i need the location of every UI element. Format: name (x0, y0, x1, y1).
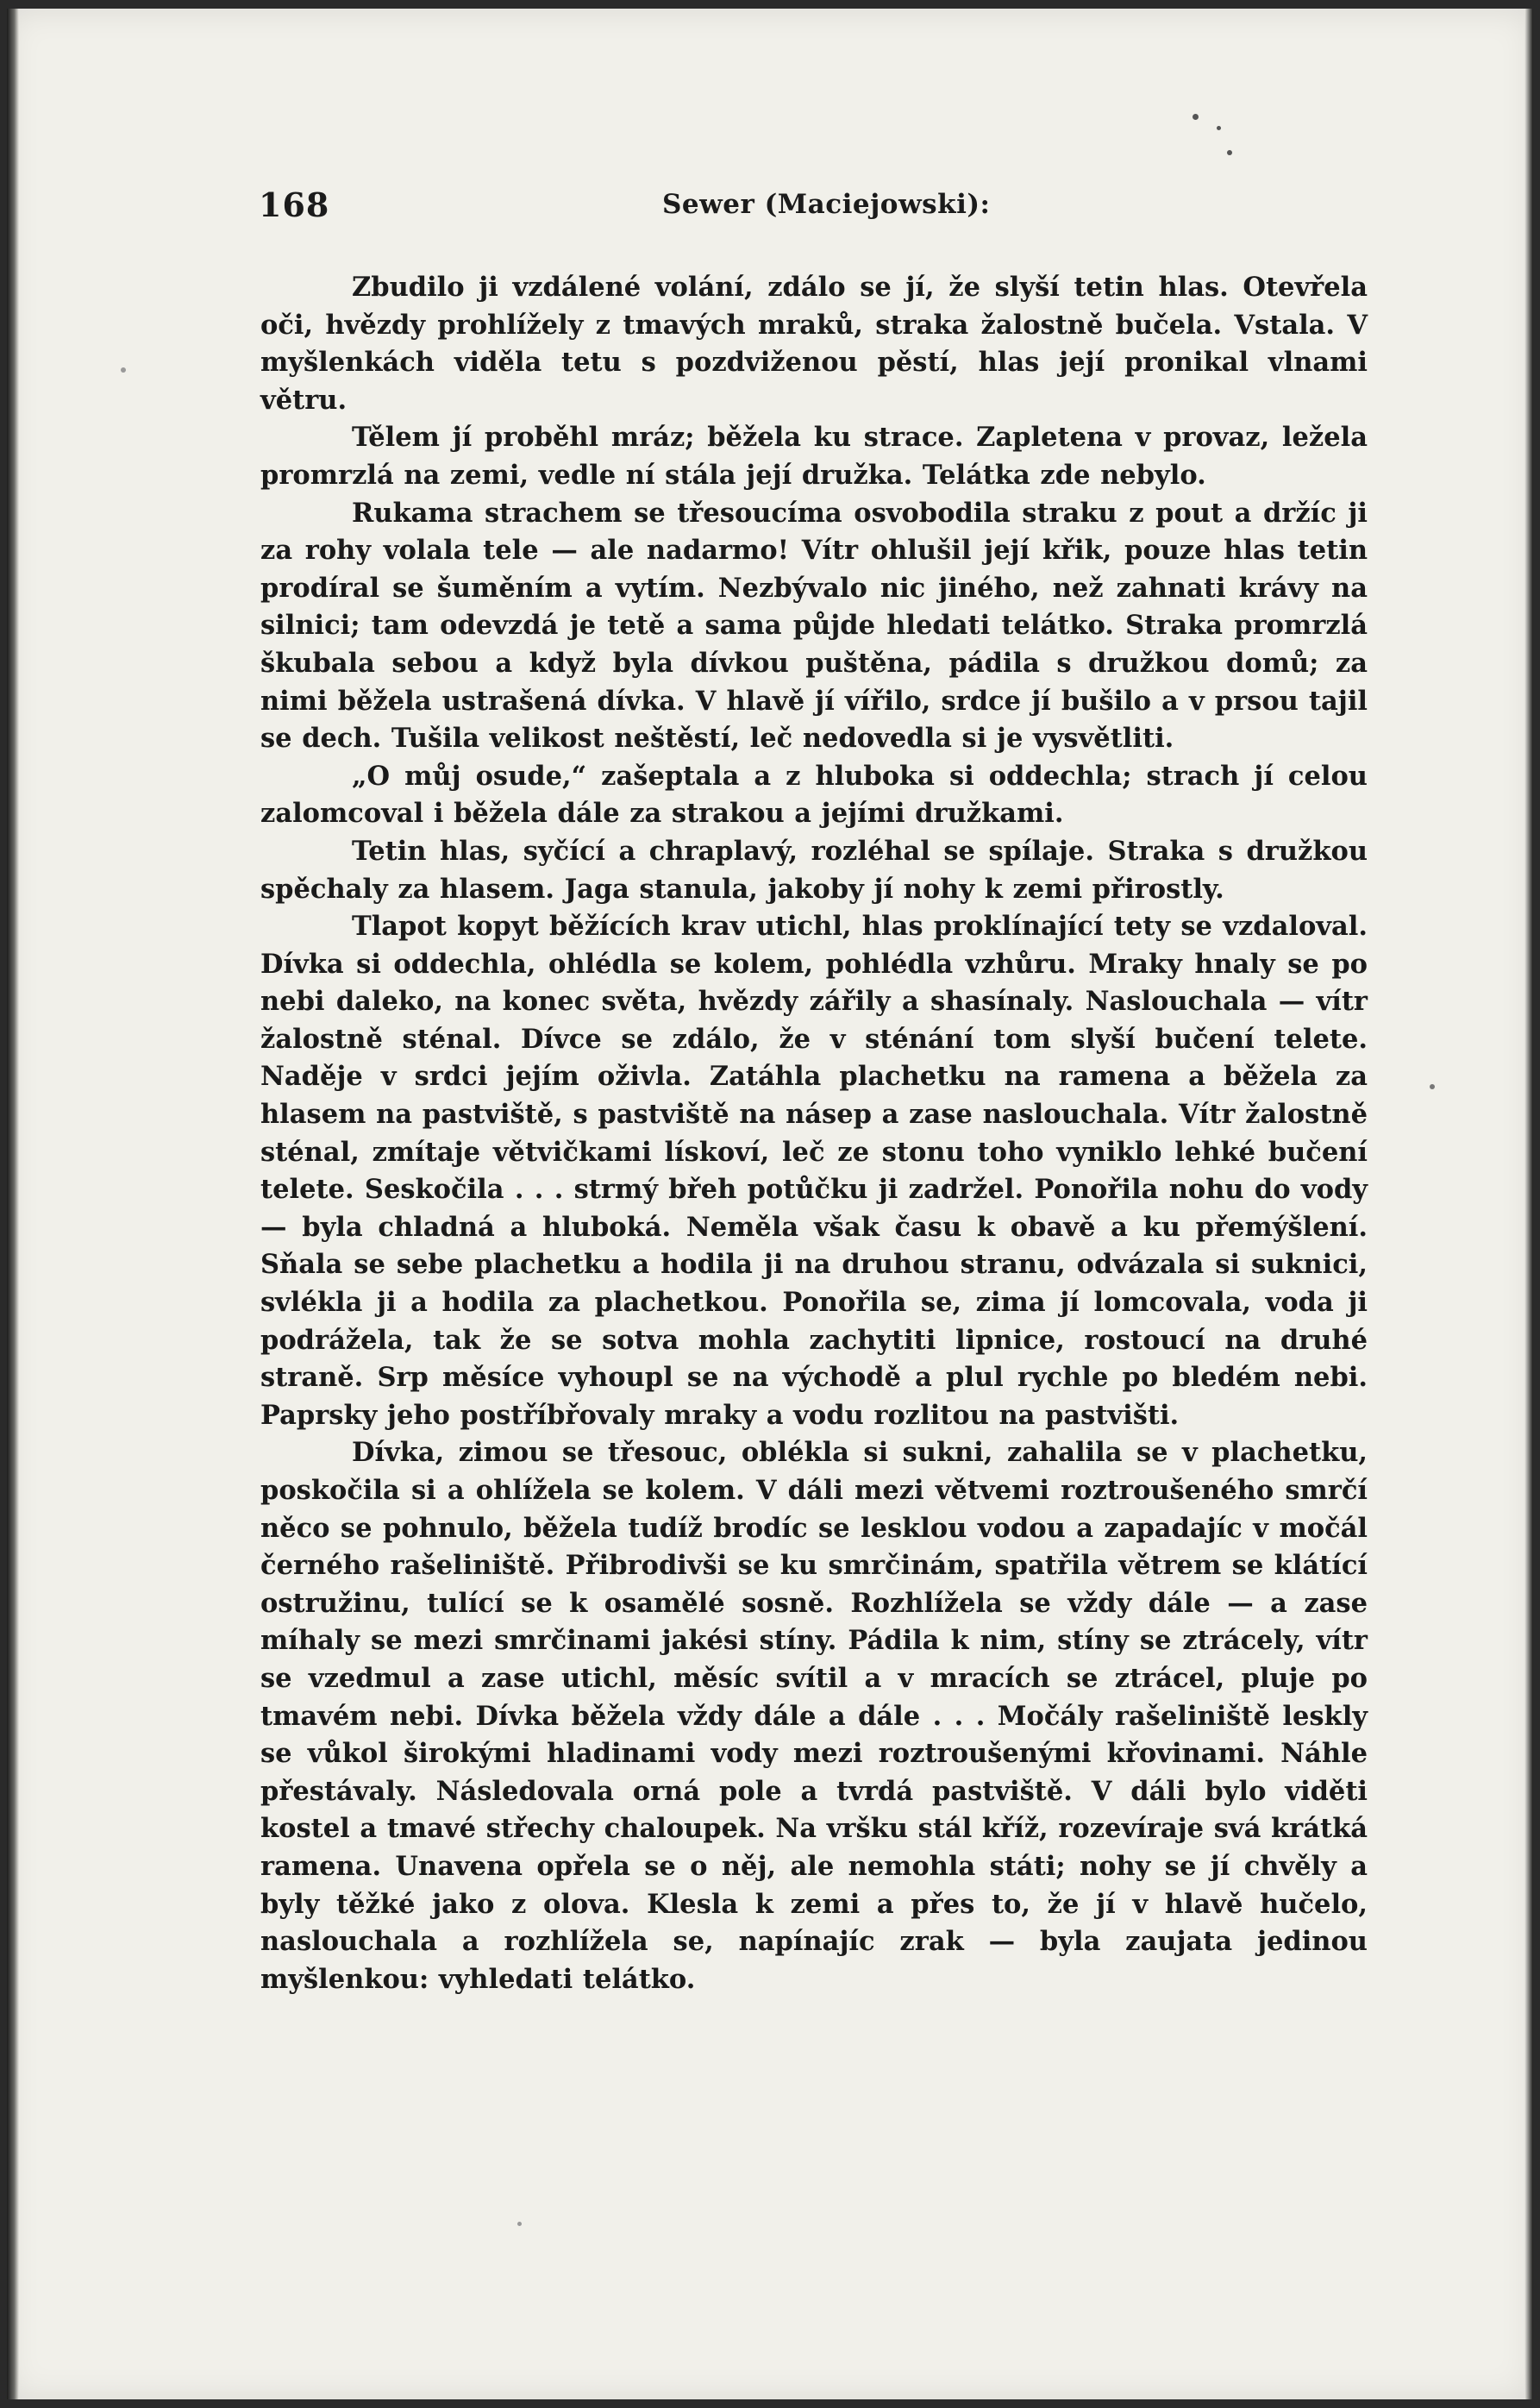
ink-speck (1227, 150, 1232, 155)
running-head: Sewer (Maciejowski): (662, 189, 991, 220)
page-edge-left (7, 9, 19, 2399)
page-edge-right (1524, 9, 1533, 2399)
ink-speck (1217, 126, 1221, 130)
paragraph: Tetin hlas, syčící a chraplavý, rozléhal se spílaje. Straka s družkou spěchaly za hlasem. Jaga stanula, jakoby jí nohy k zemi přirostly. (260, 835, 1368, 905)
paragraph: Dívka, zimou se třesouc, oblékla si sukni, zahalila se v plachetku, poskočila si a ohlížela se kolem. V dáli mezi větvemi roztroušeného smrčí něco se pohnulo, běžela tudíž brodíc se lesklou vodou a zapadajíc v močál černého rašeliniště. Přibrodivši se ku smrčinám, spatřila větrem se klátící ostružinu, tulící se k osamělé sosně. Rozhlížela se vždy dále — a zase míhaly se mezi smrčinami jakési stíny. Pádila k nim, stíny se ztrácely, vítr se vzedmul a zase utichl, měsíc svítil a v mracích se ztrácel, pluje po tmavém nebi. Dívka běžela vždy dále a dále . . . Močály rašeliniště leskly se vůkol širokými hladinami vody mezi roztroušenými křovinami. Náhle přestávaly. Následovala orná pole a tvrdá pastviště. V dáli bylo viděti kostel a tmavé střechy chaloupek. Na vršku stál kříž, rozevíraje svá krátká ramena. Unavena opřela se o něj, ale nemohla státi; nohy se jí chvěly a byly těžké jako z olova. Klesla k zemi a přes to, že jí v hlavě hučelo, naslouchala a rozhlížela se, napínajíc zrak — byla zaujata jedinou myšlenkou: vyhledati telátko. (260, 1437, 1368, 1995)
ink-speck (121, 367, 126, 373)
paragraph: Tělem jí proběhl mráz; běžela ku strace. Zapletena v provaz, ležela promrzlá na zemi, vedle ní stála její družka. Telátka zde nebylo. (260, 422, 1368, 491)
book-page (7, 9, 1533, 2399)
ink-speck (517, 2222, 522, 2226)
paragraph: Rukama strachem se třesoucíma osvobodila straku z pout a držíc ji za rohy volala tele — ale nadarmo! Vítr ohlušil její křik, pouze hlas tetin prodíral se šuměním a vytím. Nezbývalo nic jiného, než zahnati krávy na silnici; tam odevzdá je tetě a sama půjde hledati telátko. Straka promrzlá škubala sebou a když byla dívkou puštěna, pádila s družkou domů; za nimi běžela ustrašená dívka. V hlavě jí vířilo, srdce jí bušilo a v prsou tajil se dech. Tušila velikost neštěstí, leč nedovedla si je vysvětliti. (260, 497, 1368, 755)
paragraph: „O můj osude,“ zašeptala a z hluboka si oddechla; strach jí celou zalomcoval i běžela dále za strakou a jejími družkami. (260, 760, 1368, 830)
paragraph: Zbudilo ji vzdálené volání, zdálo se jí, že slyší tetin hlas. Otevřela oči, hvězdy prohlížely z tmavých mraků, straka žalostně bučela. Vstala. V myšlenkách viděla tetu s pozdviženou pěstí, hlas její pronikal vlnami větru. (260, 272, 1368, 416)
paragraph: Tlapot kopyt běžících krav utichl, hlas proklínající tety se vzdaloval. Dívka si oddechla, ohlédla se kolem, pohlédla vzhůru. Mraky hnaly se po nebi daleko, na konec světa, hvězdy zářily a shasínaly. Naslouchala — vítr žalostně sténal. Dívce se zdálo, že v sténání tom slyší bučení telete. Naděje v srdci jejím oživla. Zatáhla plachetku na ramena a běžela za hlasem na pastviště, s pastviště na násep a zase naslouchala. Vítr žalostně sténal, zmítaje větvičkami lískoví, leč ze stonu toho vyniklo lehké bučení telete. Seskočila . . . strmý břeh potůčku ji zadržel. Ponořila nohu do vody — byla chladná a hluboká. Neměla však času k obavě a ku přemýšlení. Sňala se sebe plachetku a hodila ji na druhou stranu, odvázala si suknici, svlékla ji a hodila za plachetkou. Ponořila se, zima jí lomcovala, voda ji podrážela, tak že se sotva mohla zachytiti lipnice, rostoucí na druhé straně. Srp měsíce vyhoupl se na východě a plul rychle po bledém nebi. Paprsky jeho postříbřovaly mraky a vodu rozlitou na pastvišti. (260, 911, 1368, 1431)
page-header (259, 185, 1371, 237)
ink-speck (1193, 114, 1199, 120)
body-text (260, 269, 1368, 1998)
ink-speck (1430, 1084, 1435, 1089)
page-number: 168 (259, 185, 330, 224)
